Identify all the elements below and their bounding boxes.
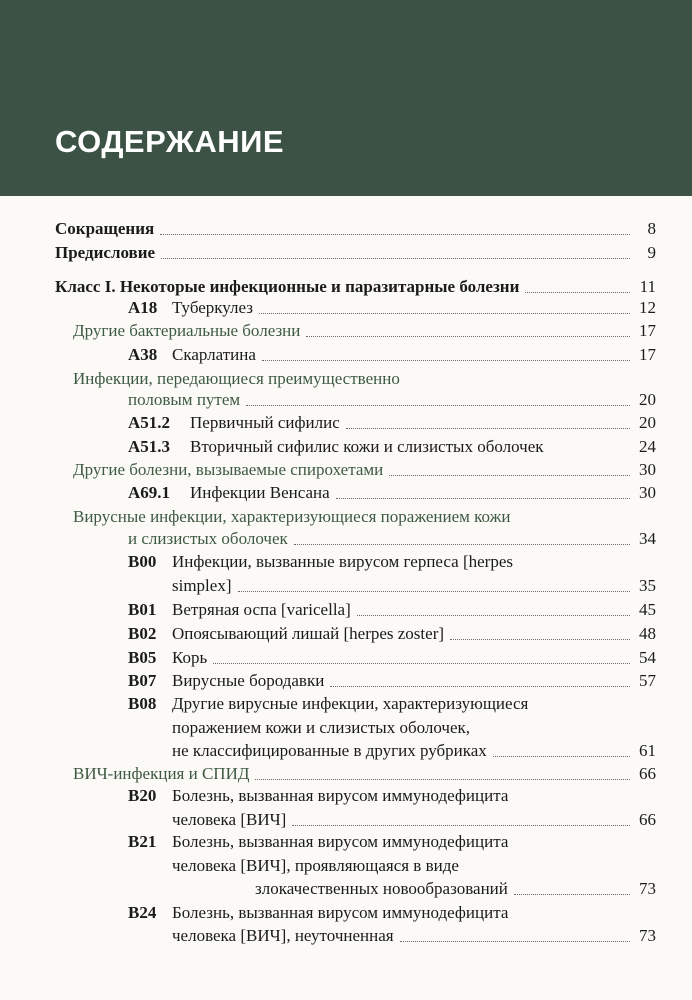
toc-entry-label: Опоясывающий лишай [herpes zoster] [172, 624, 445, 643]
toc-leader-dots [160, 212, 630, 235]
toc-leader-dots [346, 406, 630, 429]
toc-entry-code: A18 [128, 298, 158, 317]
toc-entry-page-number: 35 [639, 576, 656, 595]
toc-entry-label: не классифицированные в других рубриках [172, 741, 487, 760]
toc-entry-label: simplex] [172, 576, 232, 595]
toc-entry-label: Корь [172, 648, 208, 667]
toc-entry-label: поражением кожи и слизистых оболочек, [172, 718, 471, 737]
toc-entry-label: Другие вирусные инфекции, характеризующиеся [172, 694, 529, 713]
toc-entry-page-number: 30 [639, 460, 656, 479]
toc-entry-page-number: 73 [639, 926, 656, 945]
toc-entry-label: Первичный сифилис [190, 413, 340, 432]
toc-entry-label: Туберкулез [172, 298, 254, 317]
toc-leader-dots [493, 734, 630, 757]
toc-entry-code: B08 [128, 694, 157, 713]
toc-leader-dots [262, 338, 630, 361]
toc-entry-label: Ветряная оспа [varicella] [172, 600, 351, 619]
toc-entry-label: Болезнь, вызванная вирусом иммунодефицита [172, 832, 509, 851]
toc-entry-page-number: 45 [639, 600, 656, 619]
toc-entry [0, 763, 692, 787]
toc-leader-dots [357, 593, 630, 616]
toc-entry-page-number: 17 [639, 321, 656, 340]
toc-entry-label: Инфекции, вызванные вирусом герпеса [herpes [172, 552, 513, 571]
toc-entry-code: B07 [128, 671, 157, 690]
toc-entry-page-number: 20 [639, 413, 656, 432]
toc-entry-label: половым путем [128, 390, 241, 409]
page-title: СОДЕРЖАНИЕ [55, 124, 285, 159]
toc-entry-page-number: 61 [639, 741, 656, 760]
toc-entry-label: Скарлатина [172, 345, 256, 364]
toc-entry [0, 482, 692, 506]
toc-entry-page-number: 11 [639, 277, 656, 296]
toc-entry-page-number: 17 [639, 345, 656, 364]
toc-entry-label: Вторичный сифилис кожи и слизистых оболочек [190, 437, 544, 456]
toc-leader-dots [514, 872, 630, 895]
toc-entry-label: человека [ВИЧ], неуточненная [172, 926, 394, 945]
toc-leader-dots [246, 383, 630, 406]
toc-leader-dots [238, 569, 631, 592]
toc-entry [0, 693, 692, 717]
toc-entry-page-number: 9 [647, 243, 656, 262]
toc-leader-dots [294, 522, 630, 545]
toc-entry-page-number: 34 [639, 529, 656, 548]
toc-leader-dots [292, 803, 630, 826]
toc-entry-page-number: 66 [639, 764, 656, 783]
toc-entry-code: B02 [128, 624, 157, 643]
toc-entry-code: B01 [128, 600, 157, 619]
toc-entry-label: человека [ВИЧ], проявляющаяся в виде [172, 856, 459, 875]
toc-leader-dots [525, 270, 630, 293]
toc-entry [0, 242, 692, 266]
toc-leader-dots [259, 291, 630, 314]
toc-entry-code: B24 [128, 903, 157, 922]
toc-leader-dots [161, 236, 630, 259]
toc-entry-page-number: 8 [647, 219, 656, 238]
toc-entry-code: A38 [128, 345, 158, 364]
toc-leader-dots [450, 617, 630, 640]
toc-entry-page-number: 12 [639, 298, 656, 317]
toc-entry-code: A51.3 [128, 437, 171, 456]
toc-entry [0, 831, 692, 855]
toc-leader-dots [255, 757, 630, 780]
toc-entry [0, 670, 692, 694]
toc-entry-label: Болезнь, вызванная вирусом иммунодефицита [172, 786, 509, 805]
toc-entry-label: Класс I. Некоторые инфекционные и паразитарные болезни [55, 277, 520, 296]
toc-entry-label: и слизистых оболочек [128, 529, 288, 548]
toc-entry-label: Инфекции, передающиеся преимущественно [73, 369, 400, 388]
toc-entry-label: злокачественных новообразований [255, 879, 508, 898]
toc-leader-dots [336, 476, 630, 499]
toc-entry [0, 344, 692, 368]
toc-leader-dots [306, 314, 630, 337]
toc-entry-label: ВИЧ-инфекция и СПИД [73, 764, 250, 783]
toc-entry [0, 412, 692, 436]
toc-entry-code: B20 [128, 786, 157, 805]
toc-entry-page-number: 24 [639, 437, 656, 456]
toc-entry-code: B21 [128, 832, 157, 851]
toc-entry-page-number: 54 [639, 648, 656, 667]
toc-entry-label: Сокращения [55, 219, 155, 238]
toc-entry [0, 925, 692, 949]
toc-leader-dots [400, 919, 630, 942]
toc-entry-page-number: 48 [639, 624, 656, 643]
toc-entry-label: человека [ВИЧ] [172, 810, 287, 829]
toc-entry [0, 528, 692, 552]
toc-entry-page-number: 20 [639, 390, 656, 409]
toc-entry-page-number: 73 [639, 879, 656, 898]
toc-entry-label: Другие болезни, вызываемые спирохетами [73, 460, 384, 479]
toc-entry-page-number: 66 [639, 810, 656, 829]
toc-entry [0, 809, 692, 833]
toc-entry-page-number: 30 [639, 483, 656, 502]
toc-leader-dots [330, 664, 630, 687]
toc-entry-label: Другие бактериальные болезни [73, 321, 301, 340]
toc-entry [0, 878, 692, 902]
toc-leader-dots [389, 453, 630, 476]
toc-entry-code: B00 [128, 552, 157, 571]
toc-entry-label: Вирусные инфекции, характеризующиеся поражением кожи [73, 507, 511, 526]
toc-entry-label: Вирусные бородавки [172, 671, 325, 690]
toc-leader-dots [213, 641, 630, 664]
toc-entry-label: Инфекции Венсана [190, 483, 330, 502]
toc-entry-label: Болезнь, вызванная вирусом иммунодефицита [172, 903, 509, 922]
toc-entry-label: Предисловие [55, 243, 156, 262]
toc-entry-code: B05 [128, 648, 157, 667]
toc-entry-code: A51.2 [128, 413, 171, 432]
toc-entry-page-number: 57 [639, 671, 656, 690]
toc-entry-code: A69.1 [128, 483, 171, 502]
